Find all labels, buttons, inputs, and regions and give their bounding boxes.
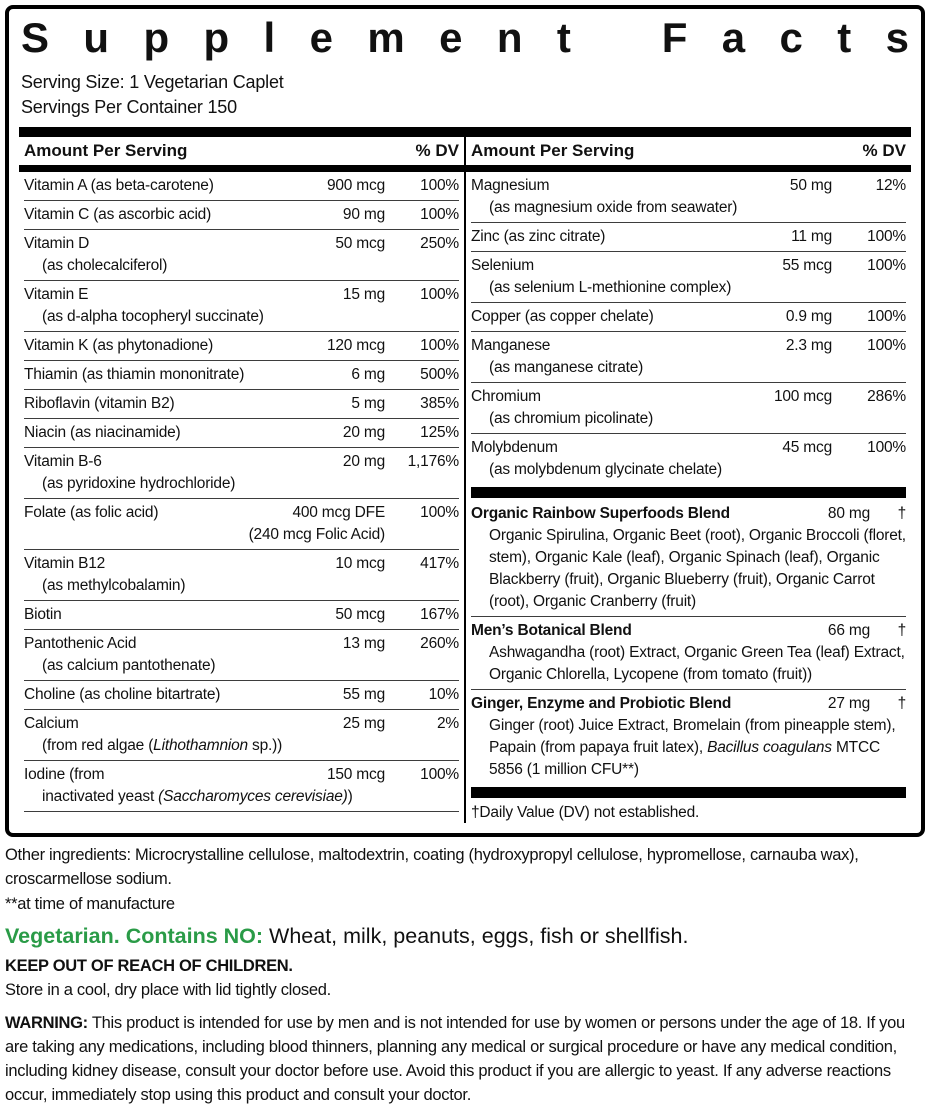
nutrient-dv: 100% [420,285,459,303]
nutrient-source: (as methylcobalamin) [42,576,186,594]
nutrient-amount: 25 mg [342,714,385,732]
nutrient-source: (as calcium pantothenate) [42,656,216,674]
nutrient-dv: 260% [420,634,459,652]
nutrients-table [19,172,911,823]
divider-bar-top [19,127,911,137]
nutrient-source: (as molybdenum glycinate chelate) [489,460,722,478]
nutrient-amount: 20 mg [342,452,385,470]
table-row [24,389,459,418]
nutrient-name: Copper (as copper chelate) [471,307,654,325]
nutrient-name: Niacin (as niacinamide) [24,423,181,441]
page-title: S u p p l e m e n t F a c t s [21,14,909,61]
nutrient-source: inactivated yeast (Saccharomyces cerevisiae)) [42,787,353,805]
blend-ingredients: Ginger (root) Juice Extract, Bromelain (from pineapple stem), Papain (from papaya fruit latex), Bacillus coagulans MTCC 5856 (1 million CFU**) [489,716,896,778]
nutrient-name: Vitamin A (as beta-carotene) [24,176,214,194]
nutrient-amount: 900 mcg [326,176,385,194]
table-row [24,229,459,280]
latin-name-italic: Bacillus coagulans [707,738,832,756]
nutrient-dv: 100% [420,765,459,783]
nutrient-name: Iodine (from [24,765,105,783]
nutrient-source: (as magnesium oxide from seawater) [489,198,738,216]
warning-label: WARNING: [5,1013,88,1032]
table-row [24,447,459,498]
nutrient-dv: 286% [867,387,906,405]
header-amount-per-serving: Amount Per Serving [24,140,188,160]
nutrient-amount: 5 mg [351,394,385,412]
nutrient-dv: 10% [428,685,459,703]
nutrient-amount: 10 mcg [335,554,385,572]
nutrient-amount: 0.9 mg [785,307,832,325]
nutrient-amount: 45 mcg [782,438,832,456]
nutrient-dv: 500% [420,365,459,383]
table-row [24,549,459,600]
table-row [24,709,459,760]
table-row [471,382,906,433]
nutrient-name: Organic Rainbow Superfoods Blend [471,504,730,522]
nutrient-dv: 100% [420,205,459,223]
nutrient-dv: 100% [867,227,906,245]
nutrient-name: Biotin [24,605,62,623]
manufacture-note: **at time of manufacture [5,894,175,913]
nutrient-dv: 167% [420,605,459,623]
nutrient-amount: 50 mcg [335,605,385,623]
table-row [471,433,906,484]
table-row [24,680,459,709]
table-row [471,172,906,222]
nutrient-dv: 417% [420,554,459,572]
nutrient-name: Selenium [471,256,535,274]
nutrient-amount: 66 mg [827,621,870,639]
table-header-right [466,137,911,165]
nutrient-source: (from red algae (Lithothamnion sp.)) [42,736,283,754]
latin-name-italic: Lithothamnion [153,736,248,754]
warning-text: This product is intended for use by men and is not intended for use by women or persons under the age of 18. If you are taking any medications, including blood thinners, planning any medical or surgical procedure or have any medical condition, including kidney disease, consult your doctor before use. Avoid this product if you are allergic to yeast. If any adverse reactions occur, immediately stop using this product and consult your doctor. [5,1013,905,1104]
nutrient-source: (as selenium L-methionine complex) [489,278,732,296]
table-row [24,760,459,811]
nutrient-name: Vitamin B12 [24,554,106,572]
nutrient-dv: 125% [420,423,459,441]
nutrient-dv: 1,176% [407,452,459,470]
nutrient-dv: † [897,504,906,522]
table-row [24,172,459,200]
nutrient-dv: 2% [436,714,459,732]
latin-name-italic: (Saccharomyces cerevisiae) [158,787,348,805]
nutrient-source: (as d-alpha tocopheryl succinate) [42,307,264,325]
table-row [471,616,906,689]
table-row [24,200,459,229]
nutrient-name: Men’s Botanical Blend [471,621,632,639]
label-footer [5,843,925,1107]
nutrient-source: (as chromium picolinate) [489,409,654,427]
nutrient-dv: 100% [867,438,906,456]
table-row [471,331,906,382]
table-row [471,302,906,331]
vegetarian-statement [5,921,925,951]
supplement-facts-panel [5,5,925,837]
nutrient-dv: 100% [867,336,906,354]
header-amount-per-serving: Amount Per Serving [471,140,635,160]
table-row [24,498,459,549]
nutrient-amount: 11 mg [791,227,832,245]
nutrient-dv: 100% [867,307,906,325]
nutrient-amount: 80 mg [827,504,870,522]
nutrient-name: Chromium [471,387,541,405]
nutrient-amount: 27 mg [827,694,870,712]
nutrient-name: Vitamin B-6 [24,452,102,470]
nutrient-amount: 100 mcg [773,387,832,405]
nutrient-name: Ginger, Enzyme and Probiotic Blend [471,694,732,712]
daily-value-footnote: †Daily Value (DV) not established. [471,803,700,821]
nutrient-name: Vitamin E [24,285,89,303]
nutrient-dv: † [897,694,906,712]
keep-out-warning: KEEP OUT OF REACH OF CHILDREN. [5,956,293,975]
nutrient-name: Manganese [471,336,551,354]
storage-instructions: Store in a cool, dry place with lid tightly closed. [5,980,331,999]
section-divider-bar [471,787,906,798]
nutrient-name: Riboflavin (vitamin B2) [24,394,175,412]
nutrient-amount: 150 mcg [326,765,385,783]
blend-ingredients: Organic Spirulina, Organic Beet (root), Organic Broccoli (floret, stem), Organic Kale (leaf), Organic Spinach (leaf), Organic Blackberry (fruit), Organic Blueberry (fruit), Organic Carrot (root), Organic Cranberry (fruit) [489,526,906,610]
table-row [471,500,906,616]
table-row [24,360,459,389]
serving-size: Serving Size: 1 Vegetarian Caplet [21,71,284,92]
nutrient-amount: 400 mcg DFE [292,503,385,521]
section-divider-bar [471,487,906,498]
divider-bar-header [19,165,911,172]
table-row [24,418,459,447]
nutrient-source: (as pyridoxine hydrochloride) [42,474,236,492]
table-header-left [19,137,464,165]
nutrient-amount: 90 mg [342,205,385,223]
nutrient-dv: † [897,621,906,639]
nutrient-amount: 2.3 mg [785,336,832,354]
row-divider [24,811,459,812]
table-row [24,629,459,680]
nutrient-name: Vitamin K (as phytonadione) [24,336,214,354]
nutrient-amount: 50 mcg [335,234,385,252]
table-header-row [19,137,911,165]
nutrients-column-left [19,172,464,823]
allergen-free-list: Wheat, milk, peanuts, eggs, fish or shellfish. [263,923,689,948]
nutrient-name: Magnesium [471,176,550,194]
other-ingredients: Other ingredients: Microcrystalline cellulose, maltodextrin, coating (hydroxypropyl cellulose, hypromellose, carnauba wax), croscarmellose sodium. [5,845,859,888]
nutrient-amount: 13 mg [342,634,385,652]
nutrient-amount: 50 mg [789,176,832,194]
nutrient-amount: 6 mg [351,365,385,383]
table-row [24,600,459,629]
table-row [471,251,906,302]
nutrient-amount-secondary: (240 mcg Folic Acid) [248,525,385,543]
header-percent-dv: % DV [415,140,459,160]
nutrient-source: (as cholecalciferol) [42,256,168,274]
nutrient-name: Folate (as folic acid) [24,503,159,521]
servings-per-container: Servings Per Container 150 [21,96,237,117]
nutrient-name: Pantothenic Acid [24,634,137,652]
nutrient-amount: 120 mcg [326,336,385,354]
nutrient-dv: 385% [420,394,459,412]
nutrient-name: Thiamin (as thiamin mononitrate) [24,365,245,383]
nutrient-dv: 12% [875,176,906,194]
nutrients-column-right [466,172,911,823]
nutrient-dv: 250% [420,234,459,252]
nutrient-name: Vitamin D [24,234,90,252]
nutrient-amount: 55 mcg [782,256,832,274]
nutrient-amount: 55 mg [342,685,385,703]
table-row [471,689,906,784]
nutrient-source: (as manganese citrate) [489,358,644,376]
nutrient-name: Choline (as choline bitartrate) [24,685,221,703]
table-row [471,222,906,251]
blend-ingredients: Ashwagandha (root) Extract, Organic Green Tea (leaf) Extract, Organic Chlorella, Lycopene (from tomato (fruit)) [489,643,905,683]
header-percent-dv: % DV [862,140,906,160]
nutrient-name: Vitamin C (as ascorbic acid) [24,205,212,223]
table-row [24,280,459,331]
nutrient-dv: 100% [867,256,906,274]
nutrient-name: Zinc (as zinc citrate) [471,227,606,245]
nutrient-amount: 20 mg [342,423,385,441]
vegetarian-label: Vegetarian. Contains NO: [5,923,264,948]
warning-paragraph [5,1011,925,1107]
nutrient-name: Molybdenum [471,438,558,456]
nutrient-dv: 100% [420,503,459,521]
table-row [24,331,459,360]
nutrient-name: Calcium [24,714,79,732]
nutrient-dv: 100% [420,336,459,354]
nutrient-dv: 100% [420,176,459,194]
nutrient-amount: 15 mg [342,285,385,303]
